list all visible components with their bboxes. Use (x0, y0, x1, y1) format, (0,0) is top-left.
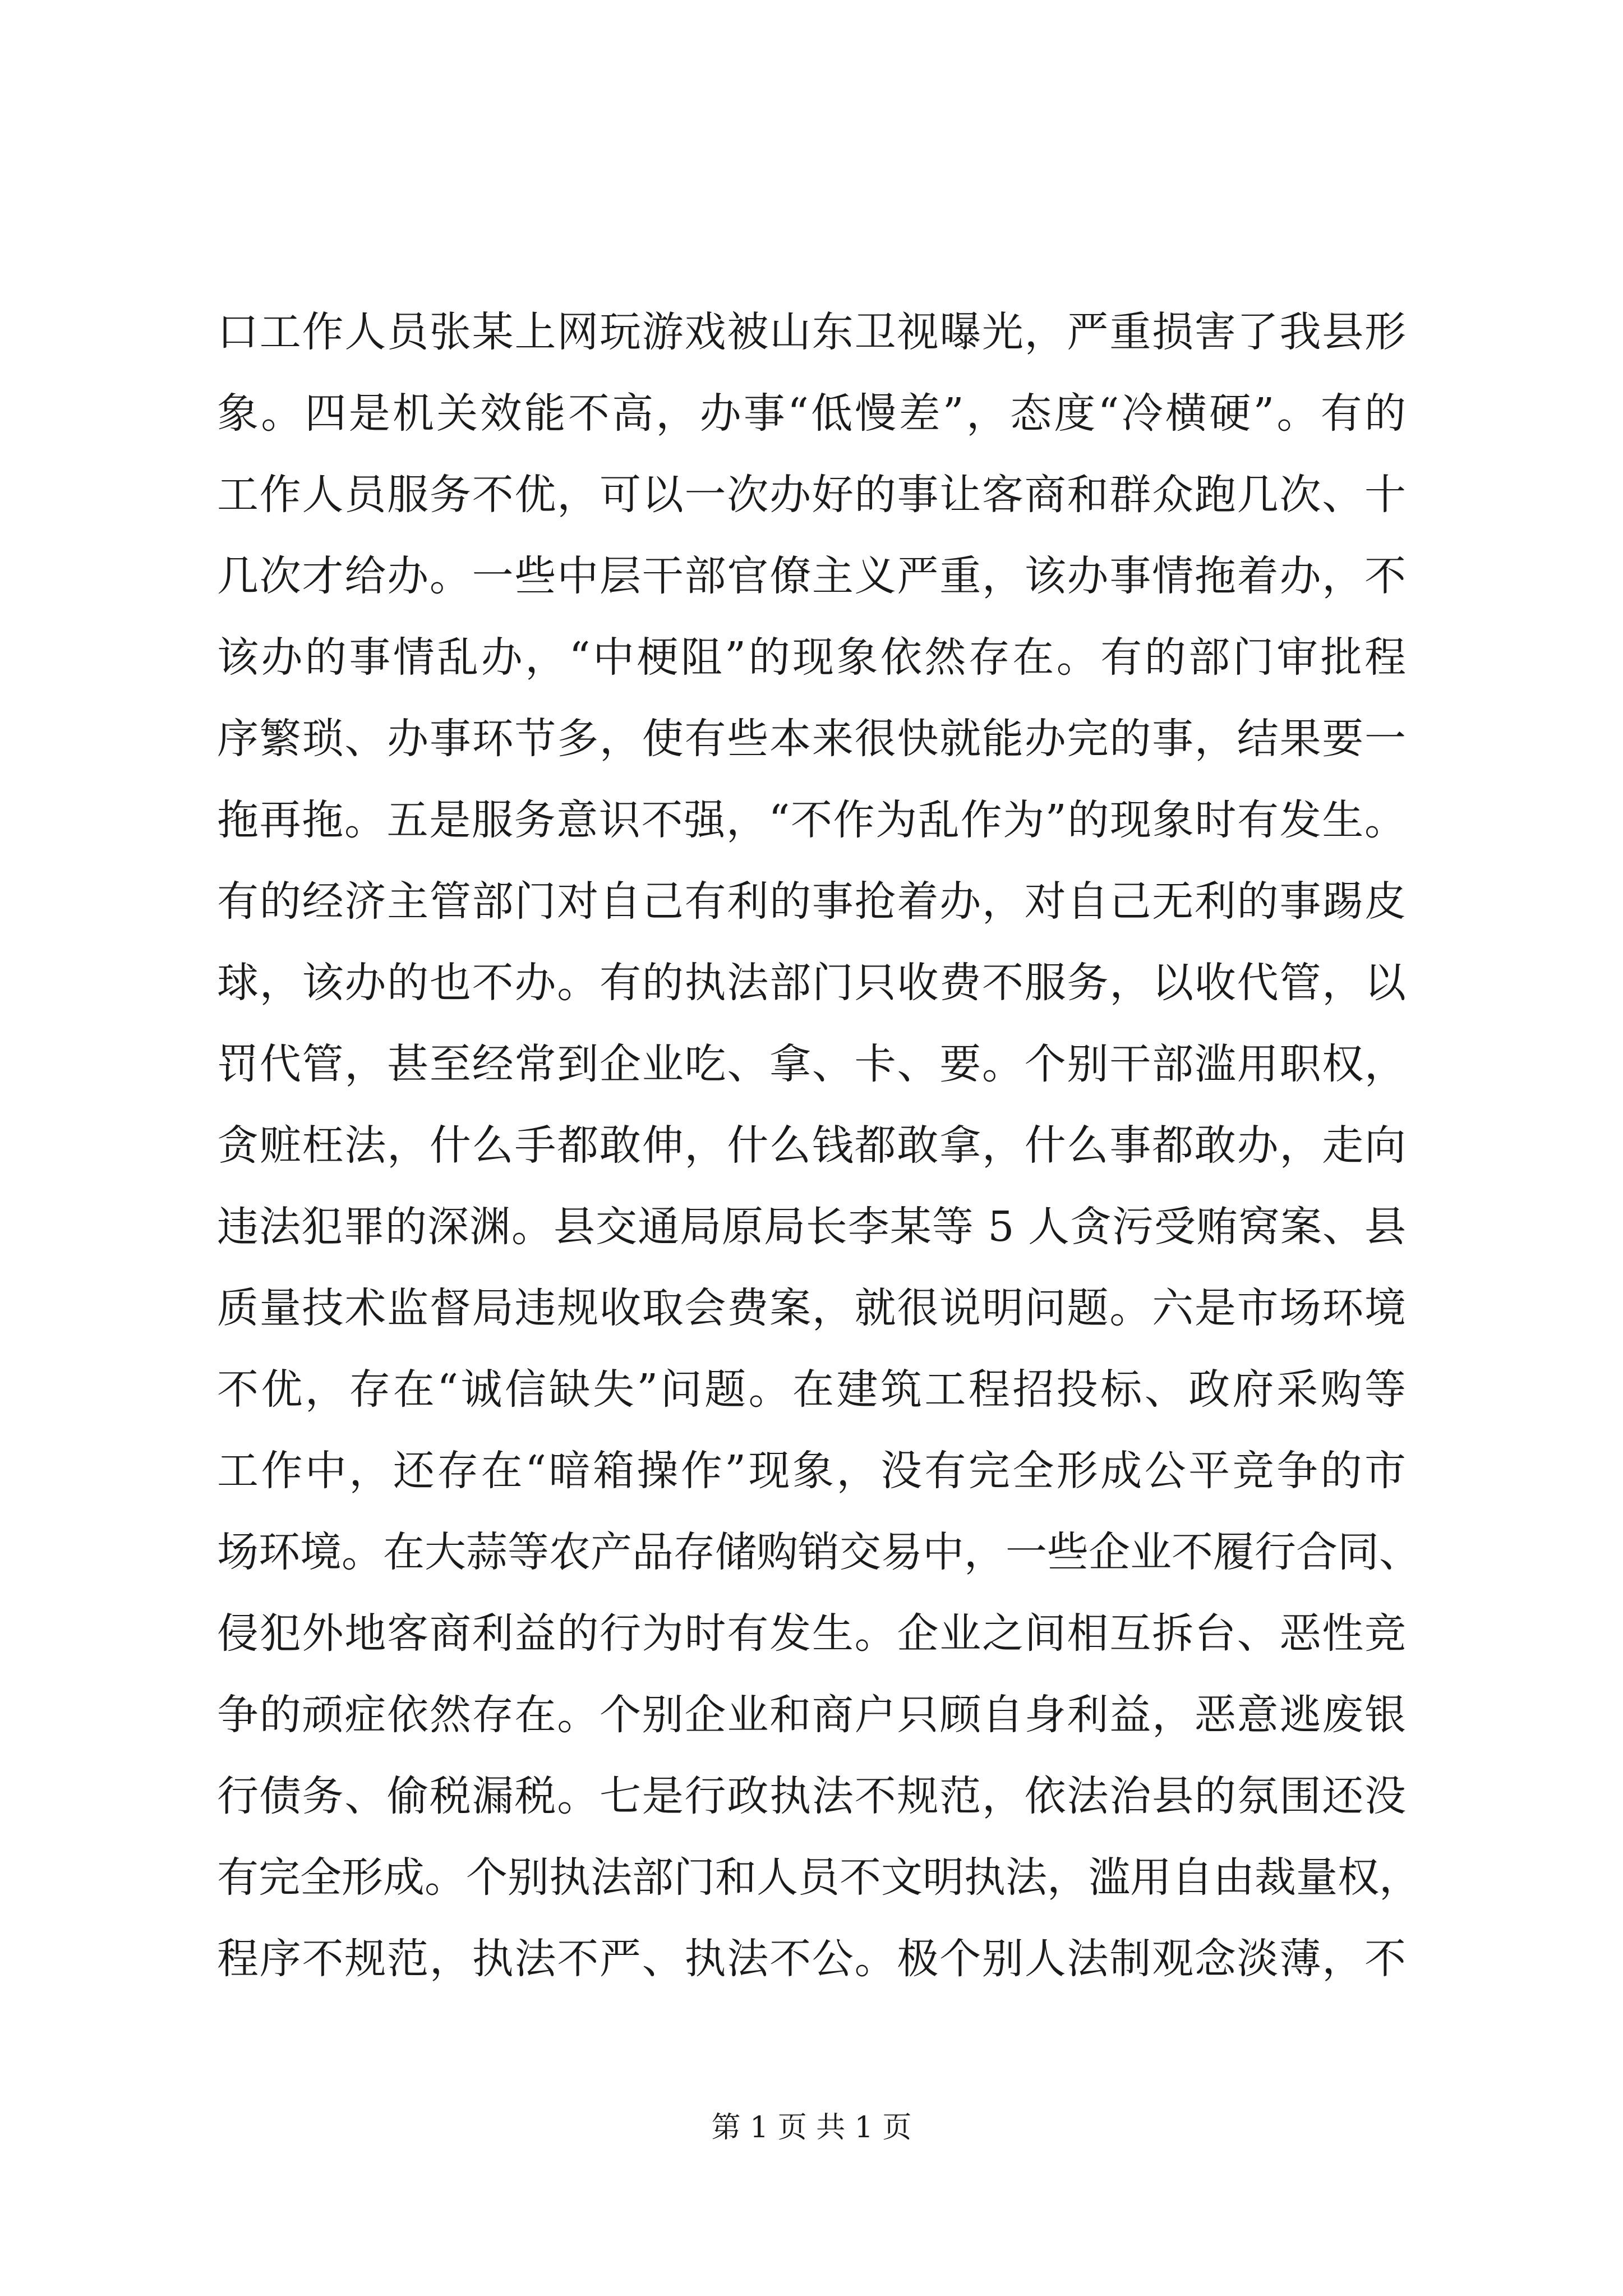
page-footer: 第 1 页 共 1 页 (711, 2111, 912, 2145)
text-line: 争的顽症依然存在。个别企业和商户只顾自身利益，恶意逃废银 (217, 1691, 1406, 1739)
text-line: 有的经济主管部门对自己有利的事抢着办，对自己无利的事踢皮 (217, 877, 1406, 926)
text-line: 场环境。在大蒜等农产品存储购销交易中，一些企业不履行合同、 (217, 1528, 1421, 1576)
text-line: 行债务、偷税漏税。七是行政执法不规范，依法治县的氛围还没 (217, 1772, 1406, 1820)
text-line: 球，该办的也不办。有的执法部门只收费不服务，以收代管，以 (217, 959, 1406, 1007)
text-line: 象。四是机关效能不高，办事“低慢差”，态度“冷横硬”。有的 (217, 389, 1406, 438)
text-line: 质量技术监督局违规收取会费案，就很说明问题。六是市场环境 (217, 1284, 1406, 1332)
body-text (217, 292, 1421, 2000)
text-line: 工作中，还存在“暗箱操作”现象，没有完全形成公平竞争的市 (217, 1447, 1406, 1495)
text-line: 工作人员服务不优，可以一次办好的事让客商和群众跑几次、十 (217, 471, 1406, 519)
text-line: 违法犯罪的深渊。县交通局原局长李某等 5 人贪污受贿窝案、县 (217, 1203, 1406, 1251)
text-line: 该办的事情乱办，“中梗阻”的现象依然存在。有的部门审批程 (217, 633, 1406, 682)
text-line: 拖再拖。五是服务意识不强，“不作为乱作为”的现象时有发生。 (217, 796, 1406, 844)
text-line: 序繁琐、办事环节多，使有些本来很快就能办完的事，结果要一 (217, 715, 1406, 763)
text-line: 侵犯外地客商利益的行为时有发生。企业之间相互拆台、恶性竞 (217, 1609, 1406, 1658)
text-line: 有完全形成。个别执法部门和人员不文明执法，滥用自由裁量权， (217, 1853, 1421, 1902)
text-line: 程序不规范，执法不严、执法不公。极个别人法制观念淡薄，不 (217, 1935, 1406, 1983)
text-line: 贪赃枉法，什么手都敢伸，什么钱都敢拿，什么事都敢办，走向 (217, 1121, 1406, 1170)
text-line: 几次才给办。一些中层干部官僚主义严重，该办事情拖着办，不 (217, 552, 1406, 600)
text-line: 罚代管，甚至经常到企业吃、拿、卡、要。个别干部滥用职权， (217, 1040, 1406, 1088)
text-line: 不优，存在“诚信缺失”问题。在建筑工程招投标、政府采购等 (217, 1365, 1406, 1414)
text-line: 口工作人员张某上网玩游戏被山东卫视曝光，严重损害了我县形 (217, 308, 1406, 356)
